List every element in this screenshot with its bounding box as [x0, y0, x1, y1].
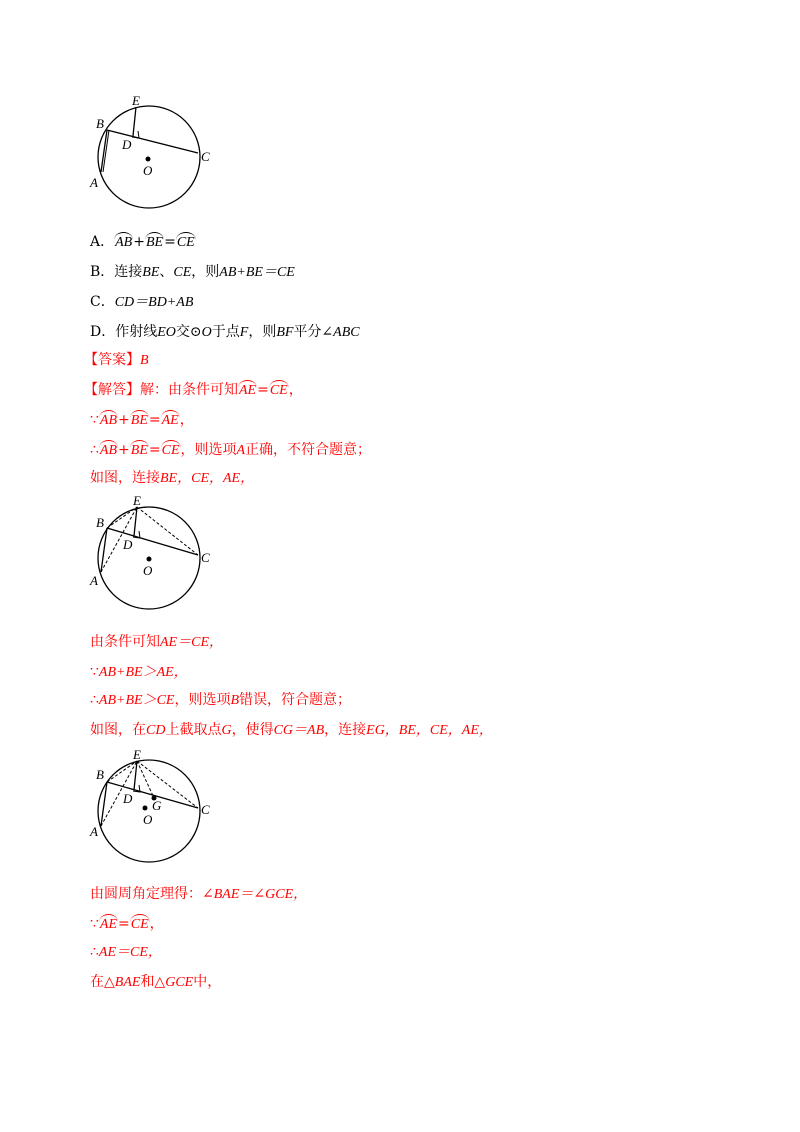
label-g: G: [152, 798, 162, 813]
label-c: C: [201, 149, 210, 164]
solution-line-3: ∴AB+BE=CE，则选项A正确，不符合题意；: [90, 440, 371, 461]
solution-line-1: 【解答】解：由条件可知AE=CE，: [84, 380, 303, 401]
solution-line-5: 由条件可知AE＝CE，: [90, 634, 223, 650]
center-dot: [143, 806, 148, 811]
option-d: D．作射线EO交⊙O于点F，则BF平分∠ABC: [90, 324, 360, 340]
center-dot: [146, 157, 151, 162]
dashed-be: [107, 761, 137, 782]
label-e: E: [133, 747, 141, 762]
segment-ed: [133, 107, 136, 136]
solution-line-4: 如图，连接BE，CE，AE，: [90, 470, 255, 486]
option-a: A．AB+BE=CE: [90, 232, 196, 253]
center-dot: [147, 557, 152, 562]
solution-line-12: 在△BAE和△GCE中，: [90, 974, 222, 990]
chord-bc: [107, 528, 198, 555]
circle-o: [98, 760, 200, 862]
dashed-ce: [137, 761, 198, 808]
solution-line-8: 如图，在CD上截取点G，使得CG＝AB，连接EG，BE，CE，AE，: [90, 722, 493, 738]
label-b: B: [96, 515, 104, 530]
solution-line-2: ∵AB+BE=AE，: [90, 410, 194, 431]
solution-line-10: ∵AE=CE，: [90, 914, 164, 935]
figure-circle-3: [88, 746, 228, 864]
label-b: B: [96, 116, 104, 131]
solution-line-11: ∴AE＝CE，: [90, 944, 162, 960]
label-d: D: [122, 137, 132, 152]
dashed-ce: [137, 507, 198, 555]
label-a: A: [90, 824, 98, 839]
label-a: A: [90, 573, 98, 588]
label-o: O: [143, 563, 153, 578]
label-o: O: [143, 163, 153, 178]
segment-ed: [134, 761, 137, 790]
label-c: C: [201, 550, 210, 565]
chord-ab: [101, 782, 107, 826]
label-c: C: [201, 802, 210, 817]
label-o: O: [143, 812, 153, 827]
chord-bc: [107, 130, 198, 153]
figure-circle-1: [88, 92, 228, 210]
solution-line-9: 由圆周角定理得：∠BAE＝∠GCE，: [90, 886, 308, 902]
dashed-be: [107, 507, 137, 528]
option-b: B．连接BE、CE，则AB+BE＝CE: [90, 264, 295, 280]
solution-line-6: ∵AB+BE＞AE，: [90, 664, 188, 680]
segment-ed: [134, 507, 137, 536]
label-d: D: [123, 791, 133, 806]
label-a: A: [90, 175, 98, 190]
answer-line: 【答案】B: [84, 352, 149, 368]
figure-circle-2: [88, 492, 228, 610]
label-e: E: [133, 493, 141, 508]
label-d: D: [123, 537, 133, 552]
label-b: B: [96, 767, 104, 782]
option-c: C．CD＝BD+AB: [90, 294, 194, 310]
label-e: E: [132, 93, 140, 108]
solution-line-7: ∴AB+BE＞CE，则选项B错误，符合题意；: [90, 692, 352, 708]
